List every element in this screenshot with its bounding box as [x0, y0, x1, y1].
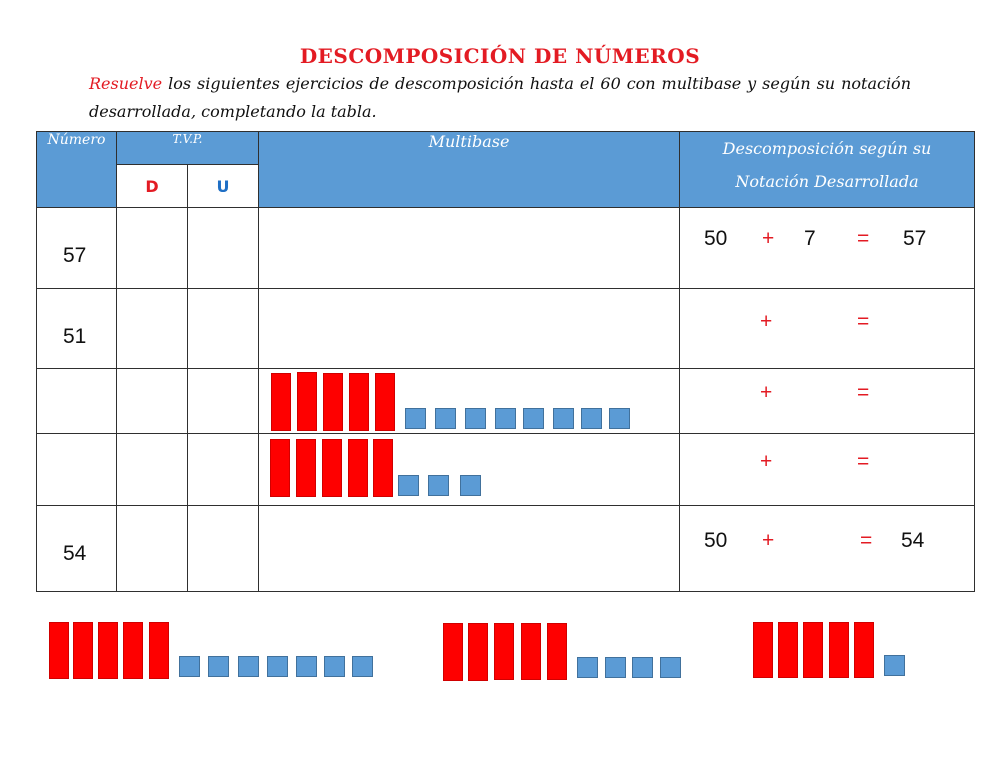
- ten-bar: [468, 623, 488, 681]
- unit-cube: [352, 656, 373, 677]
- unit-cube: [577, 657, 598, 678]
- ten-bar: [73, 622, 93, 679]
- plus-sign: +: [760, 381, 773, 404]
- table-row: [37, 208, 975, 289]
- unit-cube: [267, 656, 288, 677]
- multibase-cell: [259, 434, 680, 506]
- multibase-blocks: [259, 370, 679, 433]
- row-number[interactable]: 54: [37, 506, 117, 592]
- ten-bar: [521, 623, 541, 680]
- table-row: [37, 289, 975, 369]
- multibase-cell: [259, 369, 680, 434]
- unit-cube: [553, 408, 574, 429]
- ten-bar: [270, 439, 290, 497]
- ten-bar: [123, 622, 143, 679]
- decomposition-cell[interactable]: [680, 289, 975, 369]
- units-input-cell[interactable]: [188, 506, 259, 592]
- equals-sign: =: [860, 529, 873, 552]
- unit-cube: [435, 408, 456, 429]
- ten-bar: [443, 623, 463, 681]
- equals-sign: =: [857, 227, 870, 250]
- tens-input-cell[interactable]: [117, 208, 188, 289]
- ten-bar: [375, 373, 395, 431]
- unit-cube: [632, 657, 653, 678]
- decomposition-cell[interactable]: [680, 369, 975, 434]
- ten-bar: [803, 622, 823, 678]
- table-row: [37, 369, 975, 434]
- instruction-text: los siguientes ejercicios de descomposición hasta el 60 con multibase y según su notación desarrollada, completando la tabla.: [89, 74, 911, 121]
- unit-cube: [660, 657, 681, 678]
- ten-bar: [149, 622, 169, 679]
- ten-bar: [297, 372, 317, 431]
- decomposition-cell[interactable]: [680, 434, 975, 506]
- page-title: DESCOMPOSICIÓN DE NÚMEROS: [299, 44, 701, 68]
- ten-bar: [348, 439, 368, 497]
- header-u: U: [188, 165, 259, 208]
- unit-cube: [238, 656, 259, 677]
- ten-bar: [547, 623, 567, 680]
- unit-cube: [296, 656, 317, 677]
- ten-bar: [349, 373, 369, 431]
- header-d: D: [117, 165, 188, 208]
- result-value[interactable]: 57: [903, 227, 927, 250]
- answer-option-1[interactable]: [48, 620, 378, 680]
- unit-cube: [495, 408, 516, 429]
- unit-cube: [884, 655, 905, 676]
- ten-bar: [296, 439, 316, 497]
- ten-bar: [98, 622, 118, 679]
- header-descomposicion-line2: Notación Desarrollada: [735, 172, 919, 191]
- row-number[interactable]: 57: [37, 208, 117, 289]
- multibase-cell[interactable]: [259, 289, 680, 369]
- ten-bar: [494, 623, 514, 680]
- multibase-cell[interactable]: [259, 208, 680, 289]
- tens-value[interactable]: 50: [704, 227, 728, 250]
- equals-sign: =: [857, 381, 870, 404]
- units-value[interactable]: 7: [804, 227, 816, 250]
- plus-sign: +: [760, 450, 773, 473]
- answer-option-2[interactable]: [442, 620, 682, 682]
- unit-cube: [324, 656, 345, 677]
- ten-bar: [322, 439, 342, 497]
- equals-sign: =: [857, 310, 870, 333]
- unit-cube: [581, 408, 602, 429]
- instructions: [89, 70, 911, 126]
- unit-cube: [405, 408, 426, 429]
- plus-sign: +: [760, 310, 773, 333]
- units-input-cell[interactable]: [188, 289, 259, 369]
- tens-input-cell[interactable]: [117, 289, 188, 369]
- unit-cube: [208, 656, 229, 677]
- row-number[interactable]: 51: [37, 289, 117, 369]
- unit-cube: [609, 408, 630, 429]
- answer-option-3[interactable]: [752, 620, 908, 680]
- decomposition-cell[interactable]: [680, 506, 975, 592]
- exercise-table: [36, 131, 975, 592]
- unit-cube: [605, 657, 626, 678]
- equals-sign: =: [857, 450, 870, 473]
- tens-value[interactable]: 50: [704, 529, 728, 552]
- result-value[interactable]: 54: [901, 529, 925, 552]
- ten-bar: [271, 373, 291, 431]
- unit-cube: [523, 408, 544, 429]
- ten-bar: [753, 622, 773, 678]
- header-multibase: Multibase: [259, 132, 680, 208]
- tens-input-cell[interactable]: [117, 434, 188, 506]
- unit-cube: [428, 475, 449, 496]
- plus-sign: +: [762, 529, 775, 552]
- plus-sign: +: [762, 227, 775, 250]
- units-input-cell[interactable]: [188, 434, 259, 506]
- ten-bar: [373, 439, 393, 497]
- table-row: [37, 434, 975, 506]
- row-number[interactable]: [37, 369, 117, 434]
- ten-bar: [49, 622, 69, 679]
- decomposition-cell[interactable]: [680, 208, 975, 289]
- unit-cube: [460, 475, 481, 496]
- table-row: [37, 506, 975, 592]
- header-descomposicion-line1: Descomposición según su: [722, 139, 932, 158]
- row-number[interactable]: [37, 434, 117, 506]
- unit-cube: [179, 656, 200, 677]
- ten-bar: [854, 622, 874, 678]
- header-tvp: T.V.P.: [117, 132, 259, 165]
- units-input-cell[interactable]: [188, 369, 259, 434]
- units-input-cell[interactable]: [188, 208, 259, 289]
- ten-bar: [778, 622, 798, 678]
- header-numero: Número: [37, 132, 117, 208]
- multibase-cell[interactable]: [259, 506, 680, 592]
- unit-cube: [398, 475, 419, 496]
- instruction-lead: Resuelve: [89, 74, 163, 93]
- tens-input-cell[interactable]: [117, 369, 188, 434]
- ten-bar: [323, 373, 343, 431]
- header-descomposicion: [680, 132, 975, 208]
- multibase-blocks: [259, 435, 679, 505]
- unit-cube: [465, 408, 486, 429]
- ten-bar: [829, 622, 849, 678]
- tens-input-cell[interactable]: [117, 506, 188, 592]
